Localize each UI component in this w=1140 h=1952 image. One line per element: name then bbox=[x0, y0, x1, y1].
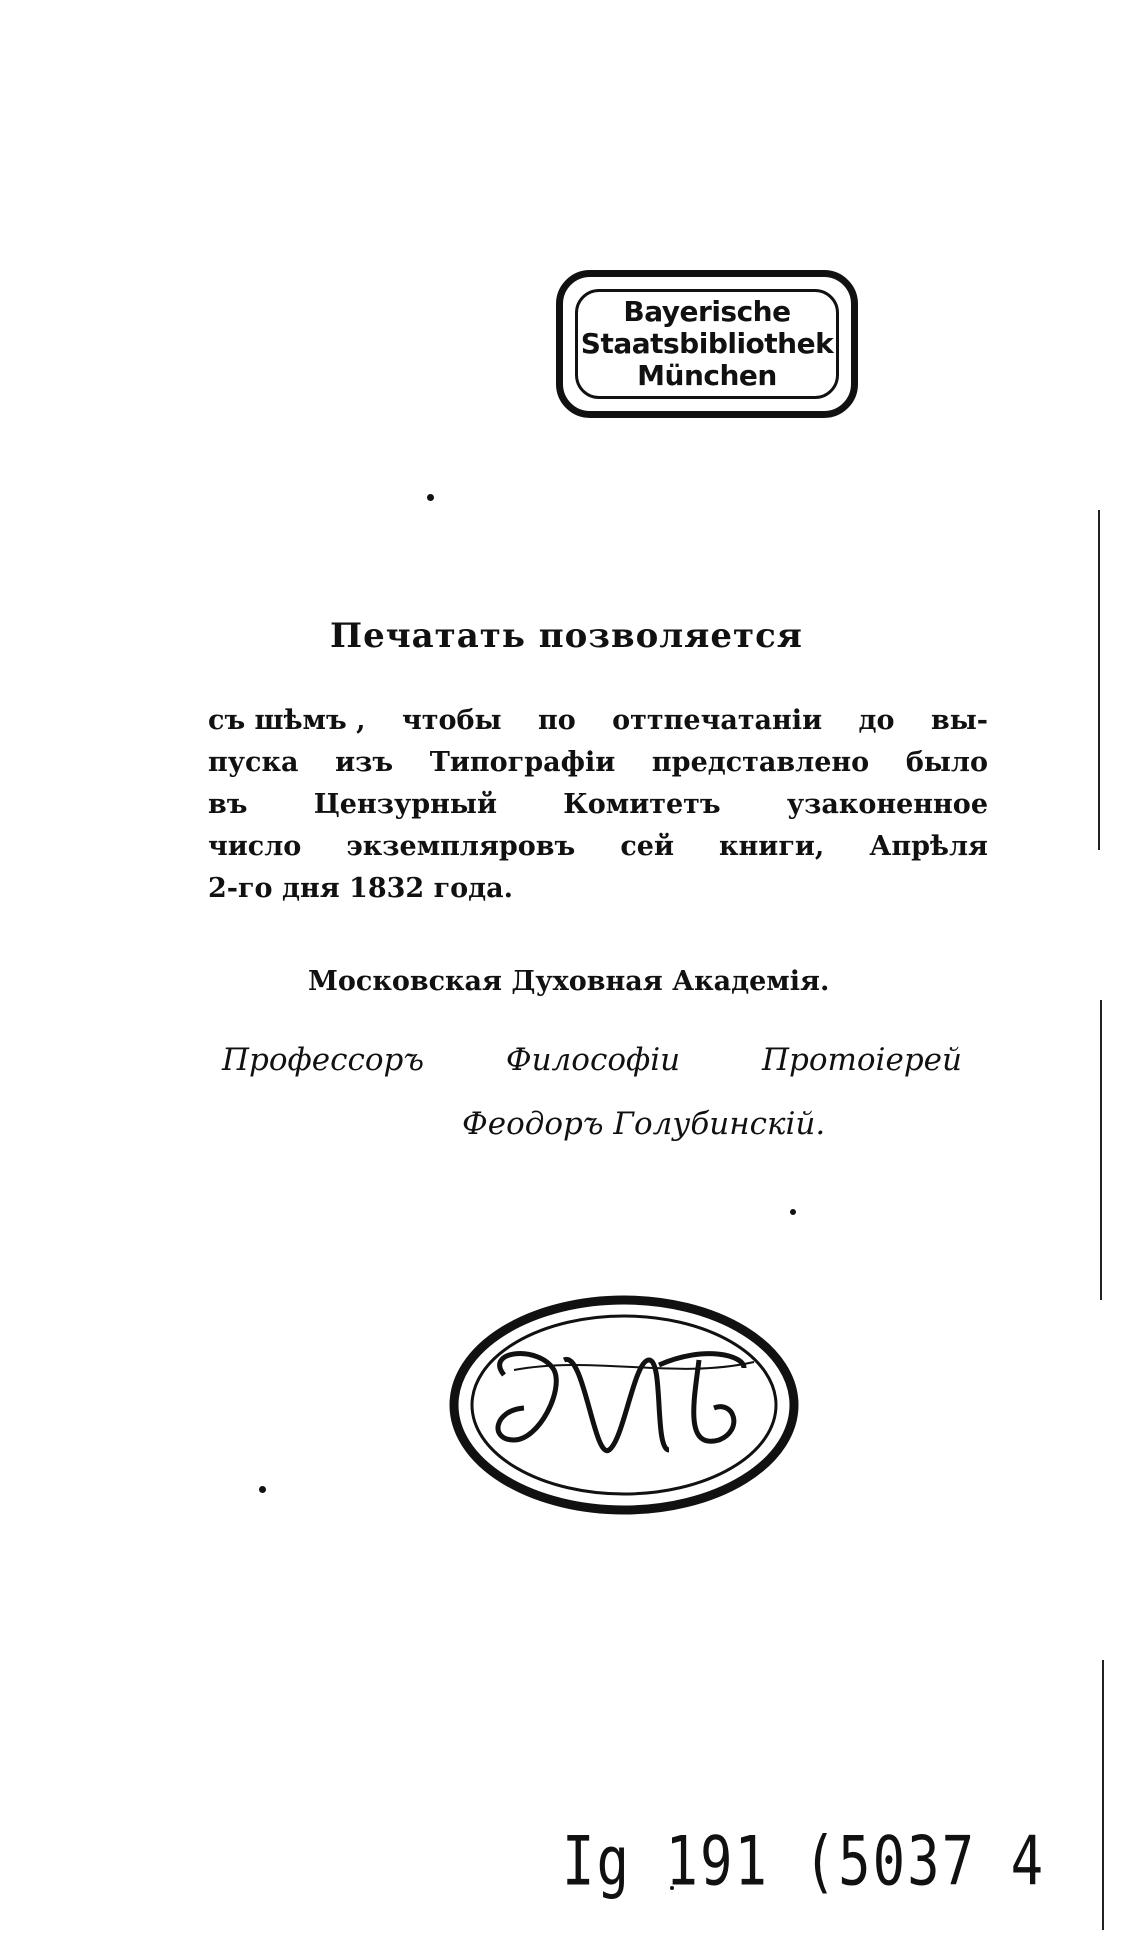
permit-word: вы- bbox=[930, 705, 988, 736]
permit-word: сей bbox=[620, 831, 674, 862]
ink-speck bbox=[790, 1209, 796, 1215]
permit-word: съ шѣмъ , bbox=[208, 705, 366, 736]
permit-word: экземпляровъ bbox=[346, 831, 576, 862]
permit-word: книги, bbox=[719, 831, 825, 862]
permit-line bbox=[208, 784, 988, 826]
permit-line bbox=[208, 868, 988, 910]
permit-word: въ bbox=[208, 789, 248, 820]
signer-title-word: Профессоръ bbox=[222, 1042, 425, 1078]
permit-word: до bbox=[858, 705, 895, 736]
permit-word: представлено bbox=[651, 747, 870, 778]
stamp-line: Bayerische bbox=[623, 295, 791, 328]
permit-word: Апрѣля bbox=[869, 831, 988, 862]
page-edge-line bbox=[1102, 1660, 1104, 1930]
library-stamp-inner bbox=[575, 289, 839, 399]
page-edge-line bbox=[1100, 1000, 1102, 1300]
signer-title-word: Протоіерей bbox=[761, 1042, 962, 1078]
permit-word: изъ bbox=[335, 747, 394, 778]
permit-word: оттпечатаніи bbox=[612, 705, 823, 736]
permit-line bbox=[208, 742, 988, 784]
permit-line bbox=[208, 700, 988, 742]
printer-monogram-emblem bbox=[444, 1290, 804, 1520]
permit-word: чтобы bbox=[401, 705, 502, 736]
permit-word: пуска bbox=[208, 747, 299, 778]
permit-word: Типографіи bbox=[429, 747, 616, 778]
permit-title: Печатать позволяется bbox=[330, 616, 803, 656]
permit-paragraph bbox=[208, 700, 988, 910]
permit-date: 2-го дня 1832 года. bbox=[208, 873, 514, 904]
permit-word: узаконенное bbox=[786, 789, 988, 820]
page-edge-line bbox=[1098, 510, 1100, 850]
permit-word: число bbox=[208, 831, 302, 862]
permit-word: Цензурный bbox=[313, 789, 497, 820]
shelfmark: Ig 191 (5037 4 bbox=[562, 1822, 1046, 1901]
library-stamp bbox=[556, 270, 858, 418]
monogram-letters: ИМТ bbox=[549, 1364, 699, 1432]
permit-word: было bbox=[905, 747, 988, 778]
signer-name: Феодоръ Голубинскій. bbox=[462, 1106, 826, 1142]
stamp-line: München bbox=[637, 359, 777, 392]
ink-speck bbox=[259, 1486, 266, 1493]
ink-speck bbox=[427, 494, 434, 501]
permit-line bbox=[208, 826, 988, 868]
academy-name: Московская Духовная Академія. bbox=[308, 966, 830, 997]
permit-word: по bbox=[537, 705, 576, 736]
signer-title-word: Философіи bbox=[505, 1042, 681, 1078]
permit-word: Комитетъ bbox=[563, 789, 721, 820]
stamp-line: Staatsbibliothek bbox=[580, 327, 834, 360]
signer-title bbox=[222, 1042, 962, 1078]
